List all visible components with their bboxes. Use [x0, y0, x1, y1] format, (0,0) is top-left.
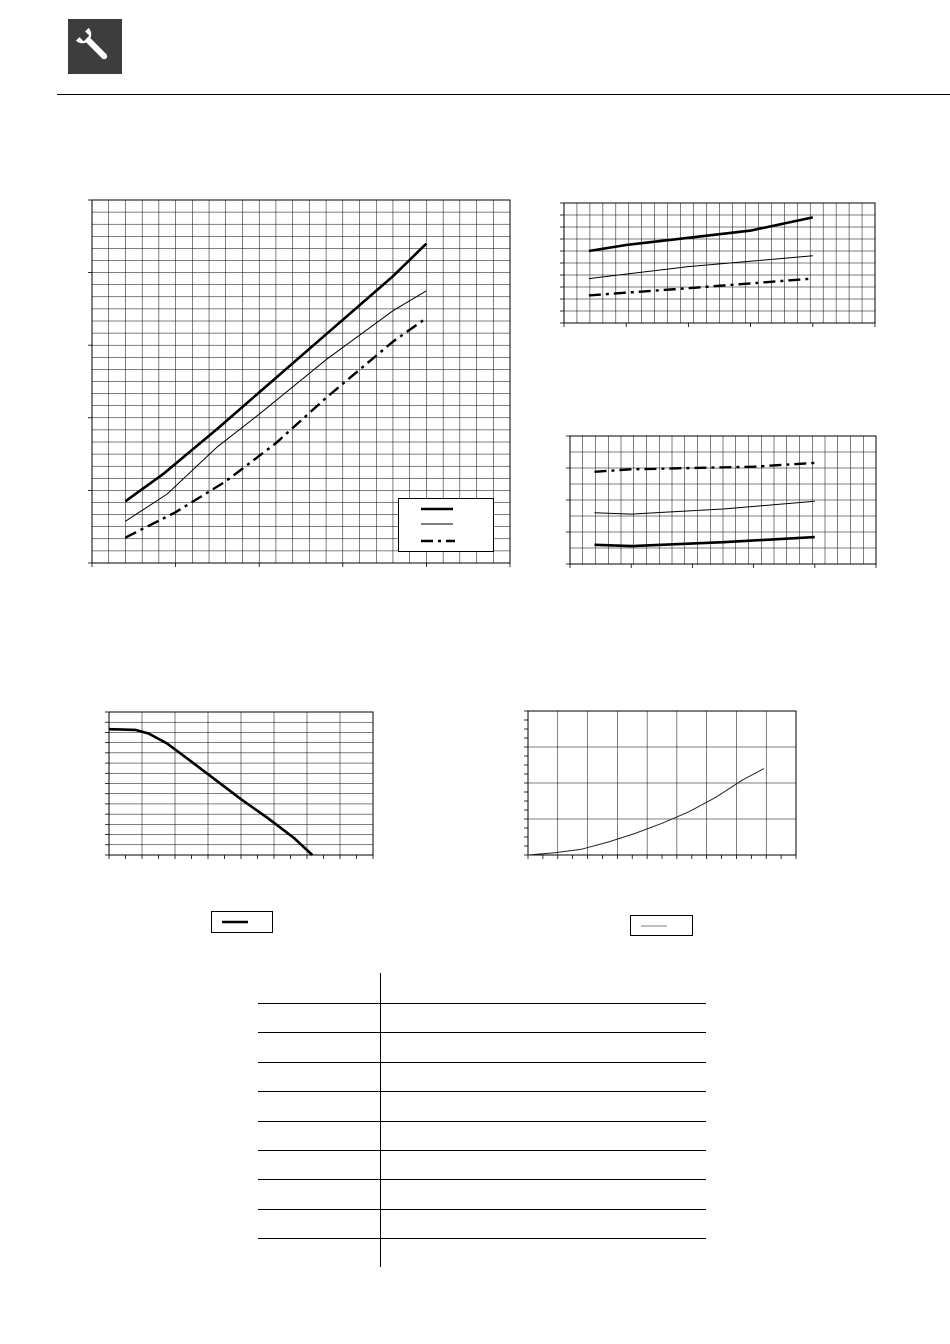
top-right-chart-svg	[564, 203, 875, 323]
axis-ticks	[560, 203, 875, 327]
bottom-right-chart-legend	[630, 915, 693, 936]
table-row-divider	[258, 1238, 706, 1239]
table-row-divider	[258, 1150, 706, 1151]
series-line-thick-solid-2	[595, 537, 815, 546]
series-line-thin-solid-0	[528, 769, 764, 855]
series-line-thick-solid-0	[109, 729, 312, 855]
table-row-divider	[258, 1121, 706, 1122]
table-row-divider	[258, 1091, 706, 1092]
bottom-right-line-chart	[528, 711, 796, 855]
mid-right-chart-svg	[570, 436, 876, 564]
mid-right-line-chart	[570, 436, 876, 564]
wrench-icon-badge	[68, 19, 122, 74]
bottom-right-chart-svg	[528, 711, 796, 855]
wrench-icon	[68, 19, 122, 74]
table-row-divider	[258, 1062, 706, 1063]
bottom-left-chart-svg	[109, 712, 373, 855]
table-row-divider	[258, 1179, 706, 1180]
header-divider	[57, 94, 950, 95]
axis-ticks	[105, 712, 373, 859]
series-line-thick-dashed-0	[595, 463, 815, 472]
grid-lines	[528, 711, 796, 855]
axis-ticks	[524, 711, 796, 859]
series-line-thin-solid-1	[595, 501, 815, 514]
table-row-divider	[258, 1209, 706, 1210]
parameter-table	[258, 973, 706, 1267]
table-row-divider	[258, 1003, 706, 1004]
top-right-line-chart	[564, 203, 875, 323]
series-line-thick-solid-0	[589, 217, 813, 251]
grid-lines	[564, 203, 875, 323]
bottom-left-line-chart	[109, 712, 373, 855]
main-chart-legend	[398, 498, 494, 552]
bottom-left-chart-legend	[211, 911, 273, 933]
table-row-divider	[258, 1032, 706, 1033]
